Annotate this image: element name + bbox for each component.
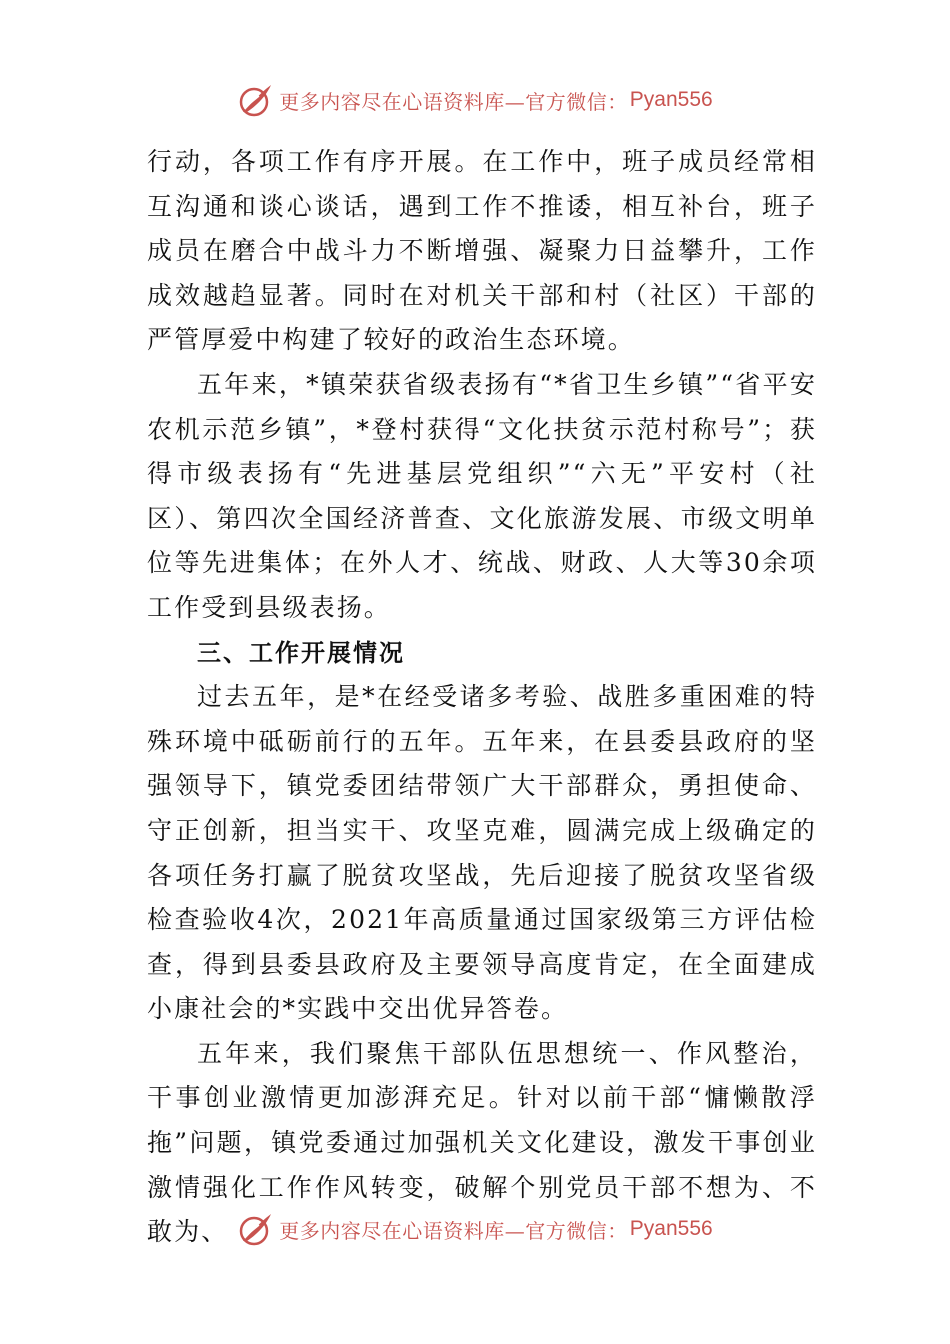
footer-watermark bbox=[0, 1209, 950, 1249]
watermark-wechat-id: Pyan556 bbox=[629, 88, 713, 111]
quill-logo-icon bbox=[237, 1211, 275, 1247]
document-body bbox=[147, 140, 817, 1255]
paragraph-continued: 行动，各项工作有序开展。在工作中，班子成员经常相互沟通和谈心谈话，遇到工作不推诿，相互补台，班子成员在磨合中战斗力不断增强、凝聚力日益攀升，工作成效越趋显著。同时在对机关干部和村（社区）干部的严管厚爱中构建了较好的政治生态环境。 bbox=[147, 147, 817, 355]
watermark-text: 更多内容尽在心语资料库—官方微信： bbox=[279, 1218, 628, 1243]
section-heading: 三、工作开展情况 bbox=[197, 638, 405, 667]
watermark-text: 更多内容尽在心语资料库—官方微信： bbox=[279, 89, 628, 114]
header-watermark bbox=[0, 80, 950, 120]
quill-logo-icon bbox=[237, 82, 275, 118]
paragraph-cadre-style: 五年来，我们聚焦干部队伍思想统一、作风整治，干事创业激情更加澎湃充足。针对以前干部“慵懒散浮拖”问题，镇党委通过加强机关文化建设，激发干事创业激情强化工作作风转变，破解个别党员干部不想为、不敢为、 bbox=[147, 1038, 817, 1247]
watermark-wechat-id: Pyan556 bbox=[629, 1217, 713, 1240]
paragraph-honors: 五年来，*镇荣获省级表扬有“*省卫生乡镇”“省平安农机示范乡镇”，*登村获得“文化扶贫示范村称号”；获得市级表扬有“先进基层党组织”“六无”平安村（社区）、第四次全国经济普查、文化旅游发展、市级文明单位等先进集体；在外人才、统战、财政、人大等30余项工作受到县级表扬。 bbox=[147, 369, 817, 622]
paragraph-five-years: 过去五年，是*在经受诸多考验、战胜多重困难的特殊环境中砥砺前行的五年。五年来，在县委县政府的坚强领导下，镇党委团结带领广大干部群众，勇担使命、守正创新，担当实干、攻坚克难，圆满完成上级确定的各项任务打赢了脱贫攻坚战，先后迎接了脱贫攻坚省级检查验收4次，2021年高质量通过国家级第三方评估检查，得到县委县政府及主要领导高度肯定，在全面建成小康社会的*实践中交出优异答卷。 bbox=[147, 682, 817, 1024]
